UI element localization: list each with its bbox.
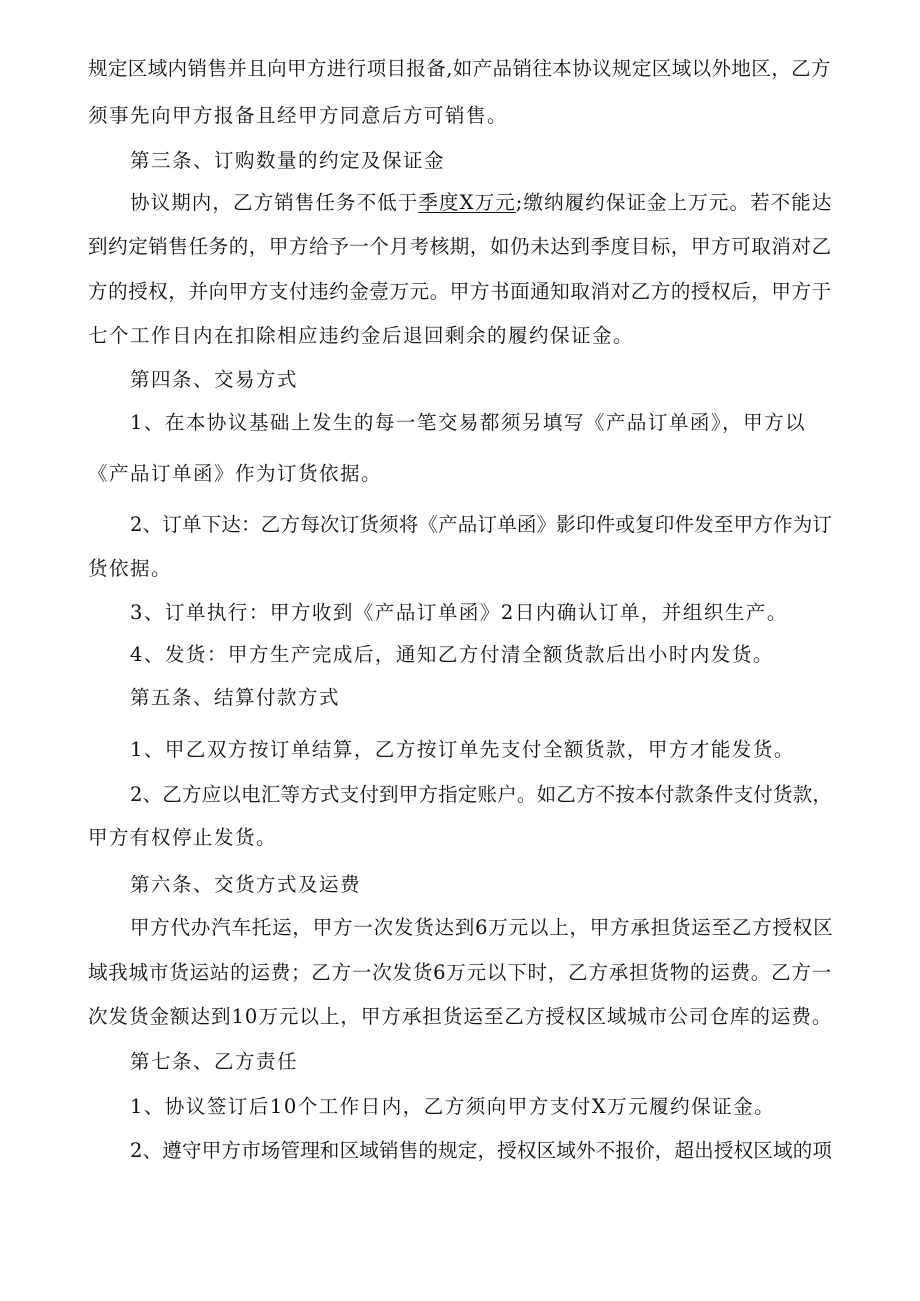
article-7-item-2: 2、遵守甲方市场管理和区域销售的规定，授权区域外不报价，超出授权区域的项 [130, 1139, 833, 1162]
article-3-line-2: 到约定销售任务的，甲方给予一个月考核期，如仍未达到季度目标，甲方可取消对乙 [88, 235, 832, 258]
article-3-line-4: 七个工作日内在扣除相应违约金后退回剩余的履约保证金。 [88, 324, 635, 347]
article-3-line-3: 方的授权，并向甲方支付违约金壹万元。甲方书面通知取消对乙方的授权后，甲方于 [88, 280, 832, 303]
article-6-line-2: 域我城市货运站的运费；乙方一次发货6万元以下时，乙方承担货物的运费。乙方一 [88, 961, 833, 984]
article-4-item-1-line-1: 1、在本协议基础上发生的每一笔交易都须另填写《产品订单函》，甲方以 [130, 411, 807, 434]
article-5-item-2-line-2: 甲方有权停止发货。 [88, 826, 278, 849]
article-3-line-1 [130, 190, 832, 216]
article-4-item-2-line-2: 货依据。 [88, 557, 173, 580]
article-5-item-2-line-1: 2、乙方应以电汇等方式支付到甲方指定账户。如乙方不按本付款条件支付货款， [130, 783, 833, 806]
quarterly-target-underlined: 季度X万元 [418, 191, 516, 214]
article-4-item-3: 3、订单执行：甲方收到《产品订单函》2日内确认订单，并组织生产。 [130, 601, 788, 624]
article-3-line-1-start: 协议期内，乙方销售任务不低于 [130, 191, 419, 214]
article-6-line-1: 甲方代办汽车托运，甲方一次发货达到6万元以上，甲方承担货运至乙方授权区 [130, 916, 834, 939]
intro-line-2: 须事先向甲方报备且经甲方同意后方可销售。 [88, 104, 509, 127]
article-7-item-1: 1、协议签订后10个工作日内，乙方须向甲方支付X万元履约保证金。 [130, 1095, 776, 1118]
article-3-line-1-end: ;缴纳履约保证金上万元。若不能达 [515, 191, 833, 214]
article-6-line-3: 次发货金额达到10万元以上，甲方承担货运至乙方授权区域城市公司仓库的运费。 [88, 1005, 833, 1028]
article-5-heading: 第五条、结算付款方式 [130, 686, 341, 709]
article-4-heading: 第四条、交易方式 [130, 368, 299, 391]
intro-line-1: 规定区域内销售并且向甲方进行项目报备,如产品销往本协议规定区域以外地区，乙方 [88, 57, 831, 80]
article-4-item-4: 4、发货：甲方生产完成后，通知乙方付清全额货款后出小时内发货。 [130, 643, 774, 666]
article-3-heading: 第三条、订购数量的约定及保证金 [130, 149, 446, 172]
article-4-item-1-line-2: 《产品订单函》作为订货依据。 [88, 462, 383, 485]
article-7-heading: 第七条、乙方责任 [130, 1050, 299, 1073]
article-5-item-1: 1、甲乙双方按订单结算，乙方按订单先支付全额货款，甲方才能发货。 [130, 738, 795, 761]
article-6-heading: 第六条、交货方式及运费 [130, 873, 362, 896]
article-4-item-2-line-1: 2、订单下达：乙方每次订货须将《产品订单函》影印件或复印件发至甲方作为订 [130, 513, 833, 536]
